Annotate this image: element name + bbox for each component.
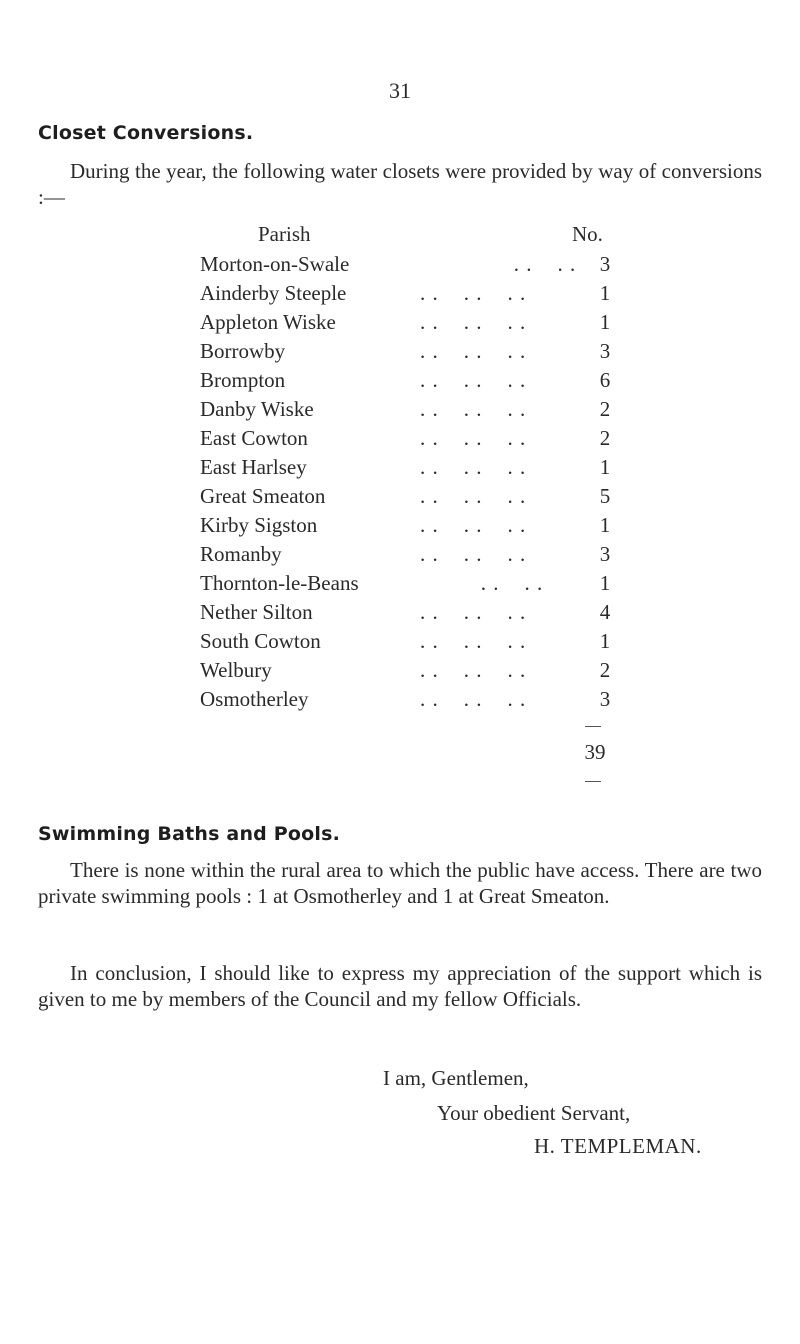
total-rule-bottom bbox=[585, 781, 601, 782]
table-row bbox=[200, 511, 620, 539]
conversion-count: 1 bbox=[599, 571, 611, 595]
leader-dots: . . . . . . bbox=[420, 542, 527, 566]
parish-name: Nether Silton bbox=[200, 600, 313, 624]
closet-intro-paragraph: During the year, the following water closets were provided by way of conversions :— bbox=[38, 159, 762, 209]
swimming-paragraph: There is none within the rural area to which the public have access. There are two private swimming pools : 1 at Osmotherley and 1 at Great Smeaton. bbox=[38, 858, 762, 908]
valediction: Your obedient Servant, bbox=[437, 1101, 631, 1125]
leader-dots: . . . . . . bbox=[420, 513, 527, 537]
table-row bbox=[200, 540, 620, 568]
total-count: 39 bbox=[584, 740, 606, 764]
leader-dots: . . . . . . bbox=[420, 687, 527, 711]
conversion-count: 2 bbox=[599, 397, 611, 421]
leader-dots: . . . . . . bbox=[420, 368, 527, 392]
parish-name: Ainderby Steeple bbox=[200, 281, 347, 305]
leader-dots: . . . . . . bbox=[420, 281, 527, 305]
parish-name: Morton-on-Swale bbox=[200, 252, 350, 276]
swimming-baths-heading: Swimming Baths and Pools. bbox=[38, 823, 341, 845]
conversion-count: 4 bbox=[599, 600, 611, 624]
signature: H. TEMPLEMAN. bbox=[534, 1134, 702, 1158]
leader-dots: . . . . . . bbox=[420, 397, 527, 421]
parish-name: Romanby bbox=[200, 542, 282, 566]
conversion-count: 2 bbox=[599, 658, 611, 682]
table-row bbox=[200, 279, 620, 307]
parish-name: Osmotherley bbox=[200, 687, 309, 711]
conversion-count: 3 bbox=[599, 252, 611, 276]
conversion-count: 6 bbox=[599, 368, 611, 392]
parish-name: Danby Wiske bbox=[200, 397, 314, 421]
conclusion-paragraph: In conclusion, I should like to express my appreciation of the support which is given to me by members of the Council and my fellow Officials. bbox=[38, 961, 762, 1011]
table-row bbox=[200, 453, 620, 481]
table-row bbox=[200, 598, 620, 626]
leader-dots: . . . . bbox=[462, 571, 544, 595]
leader-dots: . . . . . . bbox=[420, 426, 527, 450]
conversion-count: 3 bbox=[599, 687, 611, 711]
parish-name: Great Smeaton bbox=[200, 484, 326, 508]
table-row bbox=[200, 395, 620, 423]
table-row bbox=[200, 482, 620, 510]
parish-name: Welbury bbox=[200, 658, 272, 682]
parish-name: East Cowton bbox=[200, 426, 308, 450]
table-row bbox=[200, 250, 620, 278]
parish-name: Kirby Sigston bbox=[200, 513, 318, 537]
parish-name: Brompton bbox=[200, 368, 286, 392]
conversion-count: 1 bbox=[599, 513, 611, 537]
parish-name: South Cowton bbox=[200, 629, 321, 653]
leader-dots: . . . . . . bbox=[420, 455, 527, 479]
table-row bbox=[200, 569, 620, 597]
conversion-count: 5 bbox=[599, 484, 611, 508]
total-rule-top bbox=[585, 726, 601, 727]
conversion-count: 2 bbox=[599, 426, 611, 450]
salutation: I am, Gentlemen, bbox=[383, 1066, 529, 1090]
conversion-count: 1 bbox=[599, 281, 611, 305]
conversion-count: 3 bbox=[599, 339, 611, 363]
closet-conversions-heading: Closet Conversions. bbox=[38, 122, 254, 144]
table-header-parish: Parish bbox=[258, 222, 311, 246]
conversion-count: 1 bbox=[599, 629, 611, 653]
page-number: 31 bbox=[389, 78, 411, 103]
conversion-count: 1 bbox=[599, 310, 611, 334]
parish-name: East Harlsey bbox=[200, 455, 307, 479]
table-row bbox=[200, 337, 620, 365]
parish-name: Borrowby bbox=[200, 339, 286, 363]
table-header-no: No. bbox=[572, 222, 603, 246]
leader-dots: . . . . . . bbox=[420, 629, 527, 653]
conversion-count: 3 bbox=[599, 542, 611, 566]
table-row bbox=[200, 685, 620, 713]
leader-dots: . . . . . . bbox=[420, 658, 527, 682]
leader-dots: . . . . . . bbox=[420, 600, 527, 624]
table-row bbox=[200, 656, 620, 684]
parish-name: Appleton Wiske bbox=[200, 310, 336, 334]
leader-dots: . . . . bbox=[495, 252, 577, 276]
parish-name: Thornton-le-Beans bbox=[200, 571, 359, 595]
conversion-count: 1 bbox=[599, 455, 611, 479]
table-row bbox=[200, 308, 620, 336]
leader-dots: . . . . . . bbox=[420, 484, 527, 508]
table-row bbox=[200, 424, 620, 452]
leader-dots: . . . . . . bbox=[420, 339, 527, 363]
table-row bbox=[200, 627, 620, 655]
leader-dots: . . . . . . bbox=[420, 310, 527, 334]
table-row bbox=[200, 366, 620, 394]
